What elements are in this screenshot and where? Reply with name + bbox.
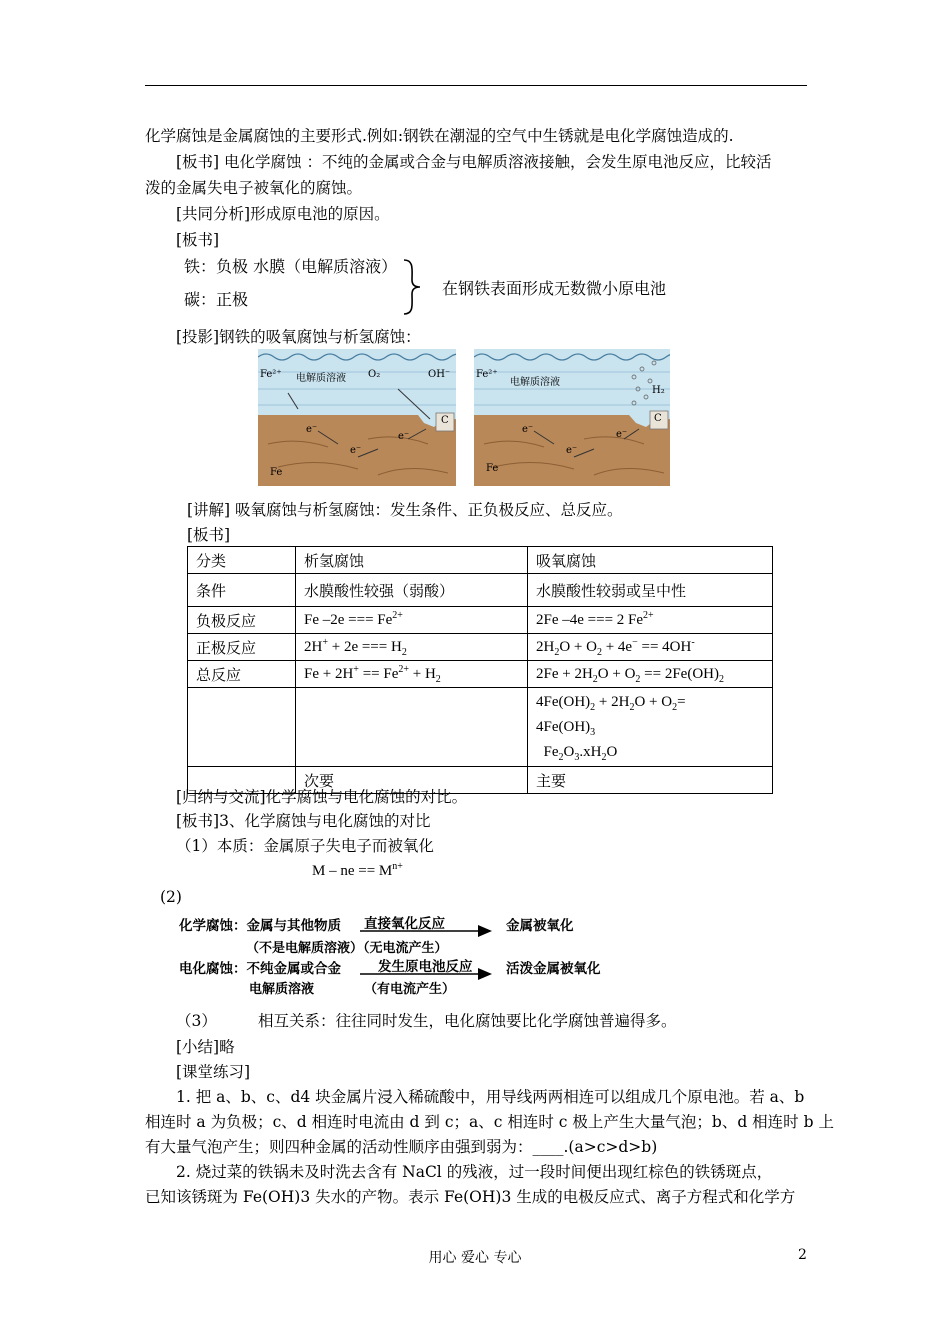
table-cell: $2H_2O + O_2 + 4e^- == 4OH^-$ [528, 634, 773, 661]
paragraph-line: 相互关系：往往同时发生，电化腐蚀要比化学腐蚀普遍得多。 [258, 1012, 677, 1030]
header-rule [145, 85, 807, 86]
o2-label: O₂ [368, 369, 381, 380]
board-carbon-line: 碳：正极 [184, 290, 249, 309]
electron-label: e⁻ [522, 424, 534, 435]
paragraph-line: (2) [160, 888, 182, 906]
table-cell: 析氢腐蚀 [296, 547, 528, 574]
board-result: 在钢铁表面形成无数微小原电池 [442, 279, 667, 298]
table-row [188, 634, 773, 661]
electron-label: e⁻ [566, 445, 578, 456]
electron-label: e⁻ [398, 431, 410, 442]
paragraph-line: [投影]钢铁的吸氧腐蚀与析氢腐蚀： [176, 328, 421, 346]
table-cell: 正极反应 [188, 634, 296, 661]
paragraph-line: [讲解] 吸氧腐蚀与析氢腐蚀：发生条件、正负极反应、总反应。 [187, 501, 623, 519]
paragraph-line: [板书] [176, 231, 220, 249]
table-cell: $Fe + 2H^+ == Fe^{2+} + H_2$ [296, 661, 528, 688]
table-cell: 次要 [296, 767, 528, 794]
table-row [188, 607, 773, 634]
paragraph-line: （3） [176, 1012, 217, 1030]
elec-note: （有电流产生） [364, 982, 456, 997]
chem-result: 金属被氧化 [506, 918, 574, 934]
page-number: 2 [798, 1247, 807, 1263]
board-iron-line: 铁：负极 水膜（电解质溶液） [184, 257, 398, 276]
fe-label: Fe [486, 463, 499, 474]
carbon-label: C [441, 415, 449, 426]
chem-note: （不是电解质溶液）（无电流产生） [246, 941, 448, 956]
paragraph-line: [板书]3、化学腐蚀与电化腐蚀的对比 [176, 812, 431, 830]
elec-result: 活泼金属被氧化 [506, 961, 601, 977]
curly-brace-icon [398, 258, 428, 316]
elec-label: 电化腐蚀：不纯金属或合金 [179, 961, 341, 977]
elec-arrow-label: 发生原电池反应 [378, 959, 473, 975]
solution-label: 电解质溶液 [510, 377, 560, 388]
table-cell: $4Fe(OH)_2 + 2H_2O + O_2=$ $4Fe(OH)_3$ $Fe_2O_3.xH_2O$ [528, 688, 773, 767]
table-row [188, 661, 773, 688]
fe-label: Fe [270, 467, 283, 478]
paragraph-line: [课堂练习] [176, 1063, 251, 1081]
solution-label: 电解质溶液 [296, 373, 346, 384]
oh-label: OH⁻ [428, 369, 451, 380]
electron-label: e⁻ [306, 424, 318, 435]
table-cell: 负极反应 [188, 607, 296, 634]
hydrogen-evolution-figure [474, 349, 670, 486]
table-cell: 水膜酸性较弱或呈中性 [528, 574, 773, 607]
table-cell: 2Fe –4e === 2 $Fe^{2+}$ [528, 607, 773, 634]
paragraph-line: 1. 把 a、b、c、d4 块金属片浸入稀硫酸中，用导线两两相连可以组成几个原电池。若 a、b [176, 1088, 805, 1106]
fe2-label: Fe²⁺ [260, 369, 282, 380]
paragraph-line: [板书] [187, 526, 231, 544]
electron-label: e⁻ [350, 445, 362, 456]
paragraph-line: [归纳与交流]化学腐蚀与电化腐蚀的对比。 [176, 788, 468, 806]
electron-label: e⁻ [616, 429, 628, 440]
table-row [188, 688, 773, 767]
chem-arrow-label: 直接氧化反应 [364, 916, 445, 932]
paragraph-line: 泼的金属失电子被氧化的腐蚀。 [145, 179, 363, 197]
formula-line: M – ne == $M^{n+}$ [312, 861, 403, 879]
table-cell: 主要 [528, 767, 773, 794]
paragraph-line: [板书] 电化学腐蚀 ：不纯的金属或合金与电解质溶液接触，会发生原电池反应，比较活 [176, 153, 772, 171]
elec-sub: 电解质溶液 [249, 982, 315, 997]
paragraph-line: 化学腐蚀是金属腐蚀的主要形式.例如:钢铁在潮湿的空气中生锈就是电化学腐蚀造成的. [145, 127, 734, 145]
table-cell: 分类 [188, 547, 296, 574]
page-footer: 用心 爱心 专心 [428, 1250, 522, 1266]
table-cell: 2H+ + 2e === $H_2$ [296, 634, 528, 661]
fe2-label: Fe²⁺ [476, 369, 498, 380]
table-cell: $2Fe + 2H_2O + O_2 == 2Fe(OH)_2$ [528, 661, 773, 688]
table-row [188, 547, 773, 574]
table-cell: 总反应 [188, 661, 296, 688]
paragraph-line: 已知该锈斑为 Fe(OH)3 失水的产物。表示 Fe(OH)3 生成的电极反应式、离子方程式和化学方 [145, 1188, 796, 1206]
table-cell: 吸氧腐蚀 [528, 547, 773, 574]
table-cell [296, 688, 528, 767]
paragraph-line: 有大量气泡产生；则四种金属的活动性顺序由强到弱为：____.(a>c>d>b) [145, 1138, 658, 1156]
table-cell: Fe –2e === $Fe^{2+}$ [296, 607, 528, 634]
h2-label: H₂ [652, 385, 665, 396]
paragraph-line: （1）本质：金属原子失电子而被氧化 [176, 837, 434, 855]
table-cell [188, 688, 296, 767]
table-row [188, 574, 773, 607]
paragraph-line: 相连时 a 为负极；c、d 相连时电流由 d 到 c；a、c 相连时 c 极上产生大量气泡；b、d 相连时 b 上 [145, 1113, 834, 1131]
paragraph-line: [共同分析]形成原电池的原因。 [176, 205, 390, 223]
paragraph-line: 2. 烧过菜的铁锅未及时洗去含有 NaCl 的残液，过一段时间便出现红棕色的铁锈斑点， [176, 1163, 773, 1181]
table-cell: 水膜酸性较强（弱酸） [296, 574, 528, 607]
chem-label: 化学腐蚀：金属与其他物质 [179, 918, 341, 934]
table-cell: 条件 [188, 574, 296, 607]
paragraph-line: [小结]略 [176, 1038, 235, 1056]
oxygen-absorption-figure [258, 349, 456, 486]
carbon-label: C [654, 413, 662, 424]
corrosion-comparison-table [187, 546, 773, 794]
